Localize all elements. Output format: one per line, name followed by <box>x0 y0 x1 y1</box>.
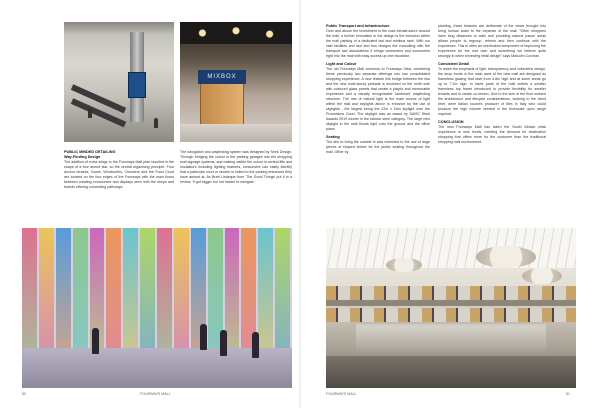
photo-shopper <box>220 330 227 356</box>
photo-shopper <box>154 118 158 128</box>
photo-ceiling-lights <box>180 22 292 44</box>
page-number-left: 60 <box>22 392 26 396</box>
photo-escalators <box>64 22 174 142</box>
photo-coloured-glass-walkway <box>22 228 292 388</box>
photo-kiosk-booth <box>200 82 244 128</box>
section-heading: Seating <box>326 135 340 139</box>
photo-skylight-roof <box>326 228 576 268</box>
page-gutter <box>299 0 301 408</box>
photo-lower-floor <box>326 356 576 388</box>
photo-mall-level <box>326 300 576 306</box>
body-paragraph: The old Fourways Mall connects to Fourways View, combining these previously two separate offerings into one consolidated shopping experience. A new feature link bridge between the two and the new multi-storey parkade is enclosed on the north side with coloured glass panels that create a playful and memorable experience and a visually recognisable 'landmark' wayfinding structure. The use of natural light is the main source of light within the mall and skylights above to enhance by the use of skylights - the largest being the 22m x 16m skylight over the Promotions Court. The skylight was an award by SAISC Steel Awards 2019 winner in the tubular steel category. The large new skylight in the mall floods light onto the ground and the office place. <box>326 67 430 131</box>
left-column-1 <box>64 150 174 193</box>
body-paragraph: The navigation and wayfinding system was designed by Seek Design. Through bringing the colour in the parking garages into the shopping mall signage systems, and making visible the colour in central lifts and escalators including lighting features, consumers can easily identify that a particular court or section is linked to the parking entrances they have arrived at. As Brett Lindeque from 'The Good Things' put it in a review, 'It got bigger but not harder to navigate.' <box>180 150 292 184</box>
section-heading: CONCLUSION <box>438 120 464 124</box>
photo-shopper <box>252 332 259 358</box>
photo-ceiling <box>64 22 174 36</box>
photo-ceiling-disc <box>386 258 422 272</box>
right-column-1-sections <box>326 24 430 155</box>
section-heading: Way-Finding Design <box>64 155 101 159</box>
photo-directory-sign <box>128 72 146 98</box>
body-paragraph: Over and above the investment in the road infrastructure around the mall, a further innovation in the design is the inclusion within the mall parking of a dedicated taxi and minibus rank. With our vast facilities and taxi and bus designs the consulting with the transport taxi associations it brings commuters and consumers right into the mall with easy access up one escalator. <box>326 29 430 58</box>
section-heading: Light and Colour <box>326 62 357 66</box>
photo-ceiling-disc <box>476 246 536 268</box>
right-column-2-sections <box>438 24 546 145</box>
page-number-right: 61 <box>566 392 570 396</box>
photo-shopper <box>88 108 92 118</box>
body-paragraph: The new Fourways Mall has taken the South African retail experience to new levels, meeting the demand for destination shopping that offers more for the customer than the traditional shopping mall environment. <box>438 125 546 144</box>
running-footer-left: FOURWAYS MALL <box>140 392 171 396</box>
body-paragraph: planting, these features are deliberate of the views brought into bring human scale to the expanse of the mall. "Often shoppers have long distances to walk and providing natural pause areas allows people to regroup, refresh and then continue with the experience. This is often an overlooked component of improving the experience for the end user and something we believe quite strongly in when reviewing retail design" says Malcolm Cochran. <box>438 24 546 58</box>
photo-bridge-rail <box>356 324 546 354</box>
body-paragraph: The aim to bring the outside in was extended to the use of large pieces of shaped timber for the public seating throughout the mall. Other by <box>326 140 430 154</box>
section-heading: Public Transport and Infrastructure <box>326 24 390 28</box>
photo-shopfronts <box>326 308 576 322</box>
body-paragraph: To retain the emphasis of light, transparency and volumetric design, the shop fronts in the main area of the new mall are designed as frameless glazing that start from 4.8m high and at some areas go up to 7.2m high. In lower parts of the mall outlets a smaller frameless top frame introduced to provide flexibility for smaller tenants and to create co-hesion. Due to the size of the floor surface the architecture and lifecycle considerations, working to the client brief, were Italian sources producer of tiles in Italy who could produce the high volume needed in the timescale upon range required. <box>438 67 546 116</box>
photo-mixbox-kiosk <box>180 22 292 142</box>
right-column-1 <box>326 24 430 224</box>
section-heading: Consistent Detail <box>438 62 470 66</box>
photo-ceiling-disc <box>522 268 562 284</box>
photo-mall-atrium <box>326 228 576 388</box>
photo-shopper <box>92 328 99 354</box>
section-title: PUBLIC MINDED DETAILING <box>64 150 116 154</box>
photo-shopper <box>200 324 207 350</box>
running-footer-right: FOURWAYS MALL <box>326 392 357 396</box>
photo-shopfronts <box>326 286 576 300</box>
photo-escalator-rail <box>71 98 126 127</box>
photo-floor <box>180 124 292 142</box>
left-column-2 <box>180 150 292 188</box>
right-column-2 <box>438 24 546 224</box>
photo-kiosk-sign: MIXBOX <box>198 70 246 84</box>
body-paragraph: The addition of extra wings to the Fourways Mall plan resulted in the shape of a four armed star, so the central organising principle. Four anchor tenants, Game, Woolworths, Checkers and the Food Court are located on the four edges of the Fourways with the main floors between creating concourses and displays seen with the shops and brands offering connecting pathways. <box>64 160 174 189</box>
